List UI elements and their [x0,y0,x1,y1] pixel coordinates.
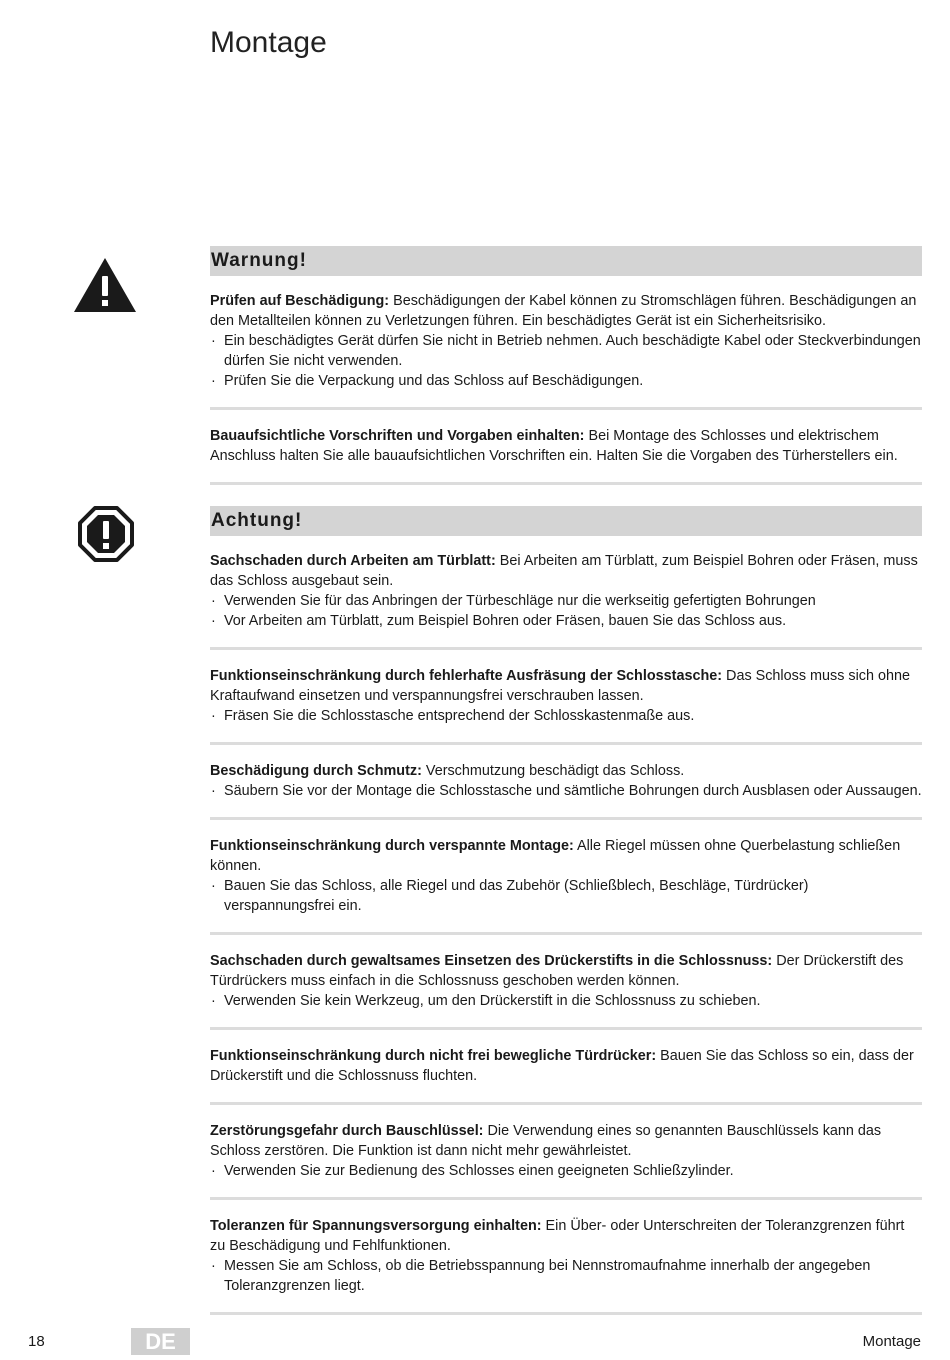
block-paragraph [210,426,922,466]
block-divider [210,482,922,485]
block-text: Beschädigungen der Kabel können zu Stromschlägen führen. Beschädigungen an den Metallteilen können zu Verletzungen führen. Ein beschädigtes Gerät ist ein Sicherheitsrisiko. [210,293,917,329]
block-divider [210,1312,922,1315]
block-lead: Funktionseinschränkung durch verspannte Montage: [210,838,574,854]
bullet-item: · Fräsen Sie die Schlosstasche entsprechend der Schlosskastenmaße aus. [210,706,922,726]
block-divider [210,407,922,410]
block-paragraph [210,1121,922,1161]
footer-section-title: Montage [862,1333,921,1350]
notice-block [210,1121,922,1181]
language-badge: DE [131,1328,190,1355]
bullet-item: · Säubern Sie vor der Montage die Schlosstasche und sämtliche Bohrungen durch Ausblasen oder Aussaugen. [210,781,922,801]
block-paragraph [210,951,922,991]
bullet-item: · Messen Sie am Schloss, ob die Betriebsspannung bei Nennstromaufnahme innerhalb der angegeben Toleranzgrenzen liegt. [210,1256,922,1296]
block-lead: Zerstörungsgefahr durch Bauschlüssel: [210,1123,484,1139]
block-divider [210,1197,922,1200]
notice-block [210,291,922,391]
block-paragraph [210,666,922,706]
block-paragraph [210,1216,922,1256]
notice-block [210,836,922,916]
block-paragraph [210,551,922,591]
warning-header: Warnung! [210,246,922,276]
block-lead: Bauaufsichtliche Vorschriften und Vorgaben einhalten: [210,428,585,444]
block-text: Die Verwendung eines so genannten Bauschlüssels kann das Schloss zerstören. Die Funktion ist dann nicht mehr gewährleistet. [210,1123,882,1159]
block-lead: Prüfen auf Beschädigung: [210,293,390,309]
page-number: 18 [28,1333,45,1350]
block-text: Bauen Sie das Schloss so ein, dass der Drückerstift und die Schlossnuss fluchten. [210,1048,914,1084]
block-divider [210,932,922,935]
block-text: Ein Über- oder Unterschreiten der Toleranzgrenzen führt zu Beschädigung und Fehlfunktionen. [210,1218,905,1254]
caution-blocks [210,551,922,1315]
block-divider [210,1027,922,1030]
block-lead: Beschädigung durch Schmutz: [210,763,422,779]
block-text: Bei Arbeiten am Türblatt, zum Beispiel Bohren oder Fräsen, muss das Schloss ausgebaut sein. [210,553,918,589]
notice-block [210,761,922,801]
notice-block [210,951,922,1011]
octagon-exclamation-icon [78,506,134,562]
bullet-item: · Ein beschädigtes Gerät dürfen Sie nicht in Betrieb nehmen. Auch beschädigte Kabel oder Steckverbindungen dürfen Sie nicht verwenden. [210,331,922,371]
block-text: Bei Montage des Schlosses und elektrischem Anschluss halten Sie alle bauaufsichtlichen Vorschriften ein. Halten Sie die Vorgaben des Türherstellers ein. [210,428,898,464]
warning-notice [210,246,922,501]
notice-block [210,1046,922,1086]
block-text: Alle Riegel müssen ohne Querbelastung schließen können. [210,838,901,874]
block-lead: Funktionseinschränkung durch fehlerhafte Ausfräsung der Schlosstasche: [210,668,723,684]
notice-block [210,551,922,631]
bullet-item: · Vor Arbeiten am Türblatt, zum Beispiel Bohren oder Fräsen, bauen Sie das Schloss aus. [210,611,922,631]
bullet-item: · Verwenden Sie kein Werkzeug, um den Drückerstift in die Schlossnuss zu schieben. [210,991,922,1011]
block-paragraph [210,761,922,781]
block-paragraph [210,836,922,876]
notice-block [210,426,922,466]
notice-block [210,1216,922,1296]
block-lead: Sachschaden durch gewaltsames Einsetzen des Drückerstifts in die Schlossnuss: [210,953,773,969]
caution-notice [210,506,922,1331]
block-lead: Funktionseinschränkung durch nicht frei bewegliche Türdrücker: [210,1048,657,1064]
block-paragraph [210,1046,922,1086]
bullet-item: · Prüfen Sie die Verpackung und das Schloss auf Beschädigungen. [210,371,922,391]
warning-triangle-icon [72,256,138,314]
warning-blocks [210,291,922,485]
page-title: Montage [210,26,327,59]
notice-block [210,666,922,726]
caution-header: Achtung! [210,506,922,536]
block-text: Das Schloss muss sich ohne Kraftaufwand einsetzen und verspannungsfrei verschrauben lassen. [210,668,911,704]
block-lead: Sachschaden durch Arbeiten am Türblatt: [210,553,496,569]
block-text: Verschmutzung beschädigt das Schloss. [421,763,685,779]
bullet-item: · Verwenden Sie für das Anbringen der Türbeschläge nur die werkseitig gefertigten Bohrungen [210,591,922,611]
block-paragraph [210,291,922,331]
block-divider [210,647,922,650]
block-divider [210,742,922,745]
bullet-item: · Verwenden Sie zur Bedienung des Schlosses einen geeigneten Schließzylinder. [210,1161,922,1181]
block-divider [210,817,922,820]
block-divider [210,1102,922,1105]
block-text: Der Drückerstift des Türdrückers muss einfach in die Schlossnuss geschoben werden können. [210,953,904,989]
bullet-item: · Bauen Sie das Schloss, alle Riegel und das Zubehör (Schließblech, Beschläge, Türdrücker) verspannungsfrei ein. [210,876,922,916]
block-lead: Toleranzen für Spannungsversorgung einhalten: [210,1218,542,1234]
